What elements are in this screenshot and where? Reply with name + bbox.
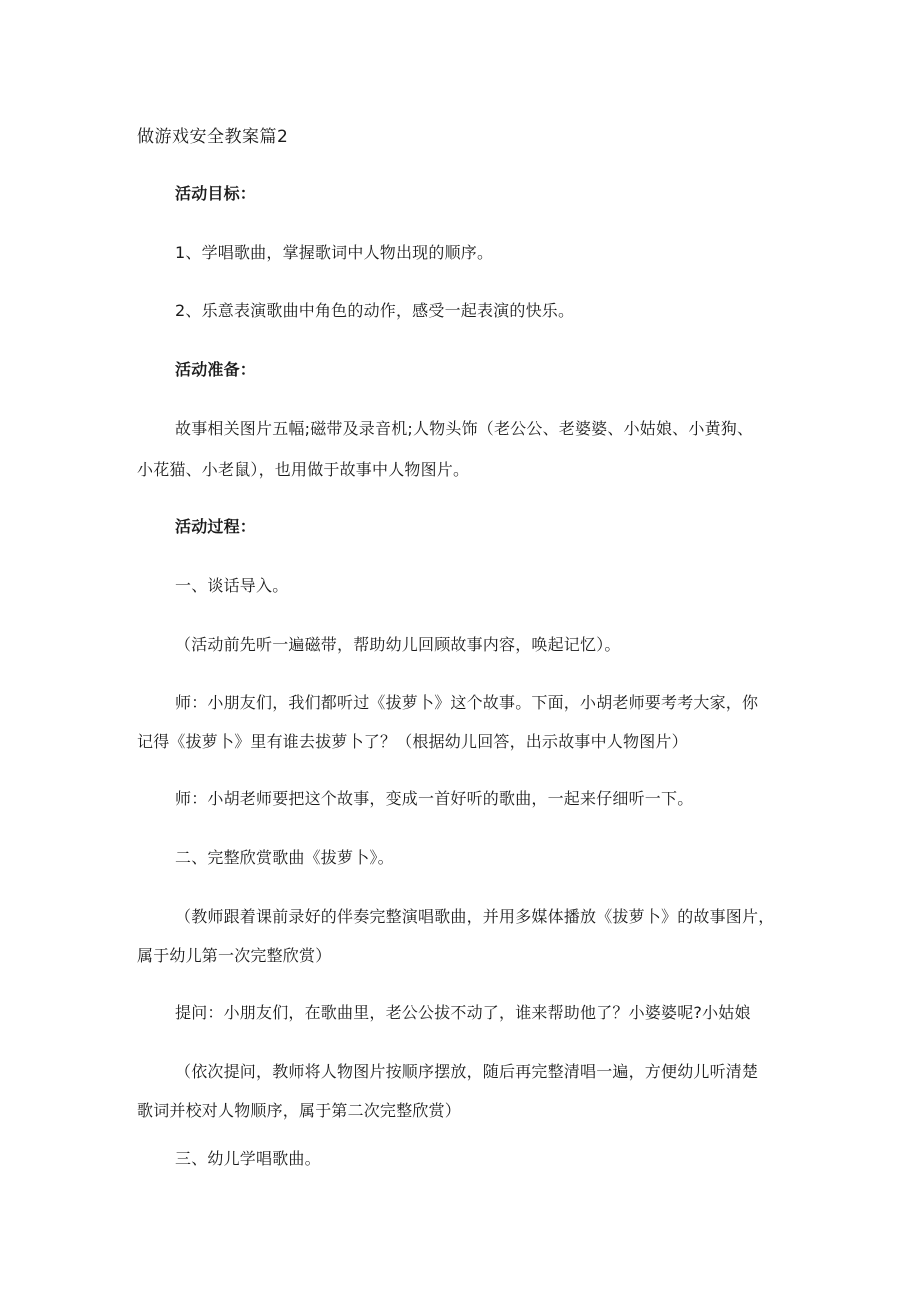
goal-item-1: 1、学唱歌曲，掌握歌词中人物出现的顺序。	[175, 243, 494, 262]
step-2-note2-line-1: （依次提问，教师将人物图片按顺序摆放，随后再完整清唱一遍，方便幼儿听清楚	[175, 1062, 759, 1081]
goal-item-2: 2、乐意表演歌曲中角色的动作，感受一起表演的快乐。	[175, 301, 575, 320]
teacher-dialogue-2: 师：小胡老师要把这个故事，变成一首好听的歌曲，一起来仔细听一下。	[175, 789, 694, 808]
step-1-title: 一、谈话导入。	[175, 576, 289, 595]
process-heading: 活动过程：	[175, 517, 257, 536]
teacher-dialogue-1-line-1: 师：小朋友们，我们都听过《拔萝卜》这个故事。下面，小胡老师要考考大家，你	[175, 693, 759, 712]
teacher-dialogue-1-line-2: 记得《拔萝卜》里有谁去拔萝卜了？（根据幼儿回答，出示故事中人物图片）	[137, 732, 688, 751]
question-line: 提问：小朋友们，在歌曲里，老公公拔不动了，谁来帮助他了？小婆婆呢?小姑娘	[175, 1003, 751, 1022]
prep-paragraph-line-1: 故事相关图片五幅;磁带及录音机;人物头饰（老公公、老婆婆、小姑娘、小黄狗、	[175, 419, 754, 438]
step-2-note-line-2: 属于幼儿第一次完整欣赏）	[137, 946, 332, 965]
step-2-note2-line-2: 歌词并校对人物顺序，属于第二次完整欣赏）	[137, 1101, 462, 1120]
step-2-title: 二、完整欣赏歌曲《拔萝卜》。	[175, 848, 394, 867]
document-title: 做游戏安全教案篇2	[137, 127, 289, 147]
prep-paragraph-line-2: 小花猫、小老鼠），也用做于故事中人物图片。	[137, 460, 470, 479]
prep-heading: 活动准备：	[175, 360, 257, 379]
goals-heading: 活动目标：	[175, 184, 257, 203]
step-2-note-line-1: （教师跟着课前录好的伴奏完整演唱歌曲，并用多媒体播放《拔萝卜》的故事图片，	[175, 907, 775, 926]
step-1-note: （活动前先听一遍磁带，帮助幼儿回顾故事内容，唤起记忆）。	[175, 635, 621, 654]
step-3-title: 三、幼儿学唱歌曲。	[175, 1149, 321, 1168]
